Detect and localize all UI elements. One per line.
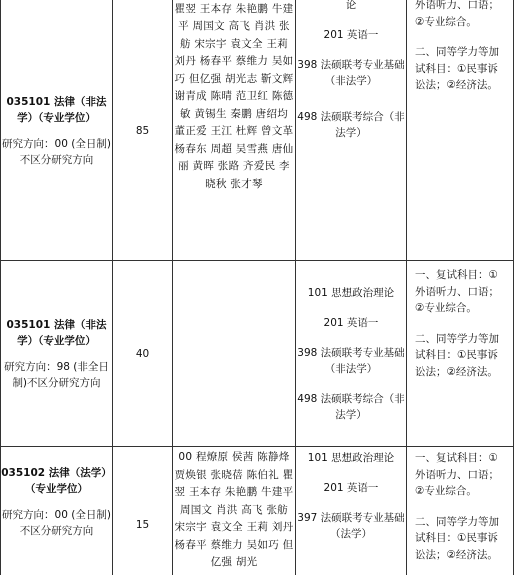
supervisors-list: 瞿翌 王本存 朱艳鹏 牛建平 周国文 高飞 肖洪 张舫 宋宗宇 袁文全 王莉 刘丹 杨春平 蔡维力 吴如巧 但亿强 胡光志 靳文辉 谢青成 陈晴 范卫红 陈德敏 黄锡生 秦鹏 唐绍均 董正爱 王江 杜辉 曾文革 杨春东 周超 吴雪燕 唐仙丽 黄晖 张路 齐爱民 李晓秋 张才琴 xyxy=(174,2,294,190)
quota-cell xyxy=(113,447,173,575)
program-cell xyxy=(1,261,113,447)
research-direction: 研究方向：00 (全日制)不区分研究方向 xyxy=(2,509,111,537)
research-direction: 研究方向：98 (非全日制)不区分研究方向 xyxy=(4,360,109,389)
supervisors-list: 00 程燎原 侯茜 陈静烽 贾焕银 张晓蓓 陈伯礼 瞿翌 王本存 朱艳鹏 牛建平 周国文 肖洪 高飞 张舫 宋宗宇 袁文全 王莉 刘丹 杨春平 蔡维力 吴如巧 但亿强 胡光 xyxy=(174,451,294,568)
remark-item: 一、复试科目：①外语听力、口语；②专业综合。 xyxy=(415,269,499,314)
quota-cell: 40 xyxy=(113,261,173,447)
program-title: 035101 法律（非法学）（专业学位） xyxy=(6,95,107,124)
table-row xyxy=(1,0,514,261)
remark-item: 一、复试科目：①外语听力、口语；②专业综合。 xyxy=(415,452,499,497)
remarks-cell xyxy=(407,261,514,447)
remarks-cell xyxy=(407,0,514,261)
remark-item: 二、同等学力等加试科目：①民事诉讼法；②经济法。 xyxy=(415,46,499,91)
exam-subjects-cell xyxy=(296,261,407,447)
exam-subject: 201 英语一 xyxy=(323,316,379,329)
exam-subjects-cell xyxy=(296,0,407,261)
exam-subject: 498 法硕联考综合（非法学） xyxy=(297,392,405,421)
exam-subject: 397 法硕联考专业基础（法学） xyxy=(297,512,405,540)
exam-subject: 201 英语一 xyxy=(323,29,379,41)
remarks-cell xyxy=(407,447,514,575)
exam-subject: 398 法硕联考专业基础（非法学） xyxy=(297,59,405,87)
quota-value: 15 xyxy=(135,519,150,531)
exam-subjects-cell xyxy=(296,447,407,575)
exam-subject: 论 xyxy=(345,0,357,11)
program-cell xyxy=(1,0,113,261)
exam-subject: 101 思想政治理论 xyxy=(307,286,395,299)
supervisors-cell xyxy=(173,261,296,447)
exam-subject: 398 法硕联考专业基础（非法学） xyxy=(297,346,405,375)
supervisors-cell xyxy=(173,0,296,261)
table-row xyxy=(1,261,514,447)
remark-item: 外语听力、口语；②专业综合。 xyxy=(415,0,499,28)
remark-item: 二、同等学力等加试科目：①民事诉讼法；②经济法。 xyxy=(415,332,499,378)
supervisors-cell xyxy=(173,447,296,575)
exam-subject: 101 思想政治理论 xyxy=(307,452,395,464)
exam-subject: 498 法硕联考综合（非法学） xyxy=(297,111,405,139)
program-title: 035101 法律（非法学）（专业学位） xyxy=(6,318,107,347)
remark-item: 二、同等学力等加试科目：①民事诉讼法；②经济法。 xyxy=(415,515,499,561)
program-title: 035102 法律（法学）（专业学位） xyxy=(1,467,112,495)
program-cell xyxy=(1,447,113,575)
table-row xyxy=(1,447,514,575)
exam-subject: 201 英语一 xyxy=(323,482,379,494)
quota-cell: 85 xyxy=(113,0,173,261)
research-direction: 研究方向：00 (全日制)不区分研究方向 xyxy=(2,137,111,166)
